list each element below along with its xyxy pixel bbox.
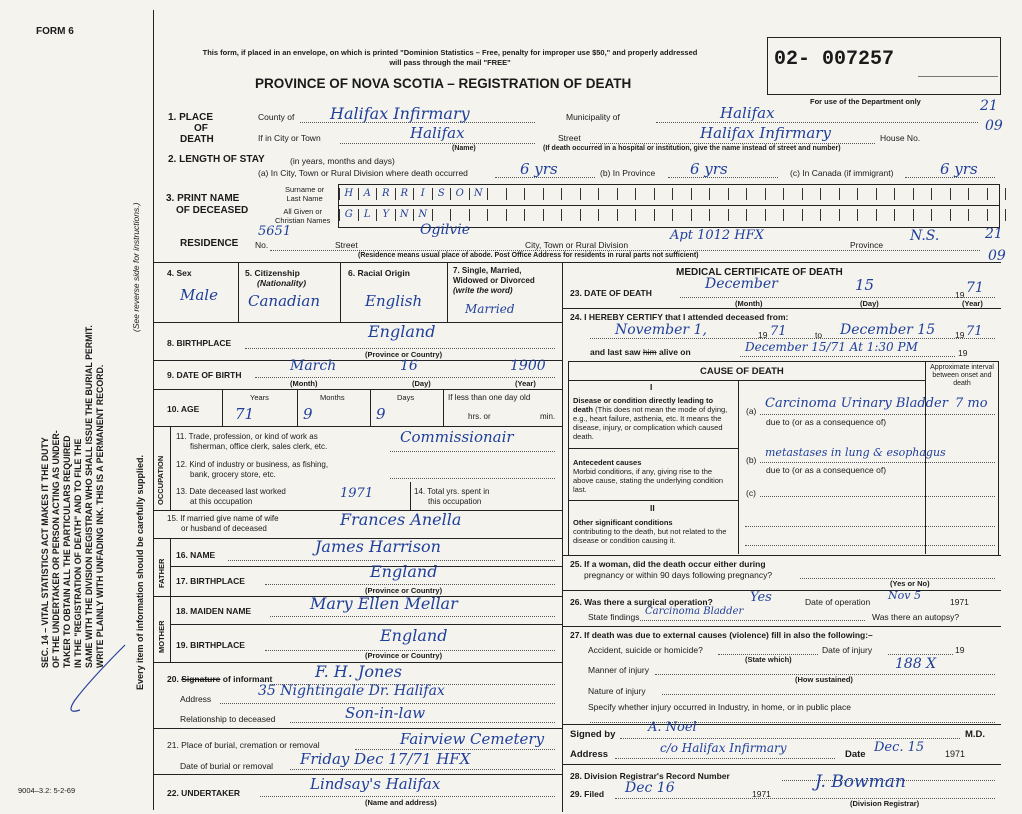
given-letter-box	[913, 209, 932, 221]
dept-code-1: 21	[980, 98, 998, 114]
given-letter-box	[783, 209, 802, 221]
surname-letter-box	[950, 188, 969, 200]
last-seen-value: December 15/71 At 1:30 PM	[745, 340, 918, 354]
attended-from: November 1,	[615, 322, 707, 338]
dept-use-label: For use of the Department only	[810, 97, 921, 106]
side-line-4: IN THE "REGISTRATION OF DEATH" AND TO FILE THE	[73, 438, 83, 668]
given-letter-box	[765, 209, 784, 221]
dept-code-2: 09	[985, 118, 1003, 134]
occupation-value: Commissionair	[400, 428, 514, 446]
given-letter-box	[506, 209, 525, 221]
surname-letter-box	[765, 188, 784, 200]
citizenship-value: Canadian	[248, 292, 321, 310]
given-letter-box	[524, 209, 543, 221]
residence-province: N.S.	[910, 228, 940, 244]
side-reverse-note: (See reverse side for instructions.)	[131, 202, 141, 332]
given-letter-box	[672, 209, 691, 221]
given-letter-box	[1005, 209, 1022, 221]
informant-address-value: 35 Nightingale Dr. Halifax	[258, 683, 445, 699]
given-letter-box	[432, 209, 451, 221]
side-line-3: TAKER TO OBTAIN ALL THE PARTICULARS REQUIRED	[62, 435, 72, 668]
surname-letter-box	[783, 188, 802, 200]
death-year: 71	[966, 280, 984, 296]
surname-letter-box: R	[376, 188, 395, 200]
manner-of-injury-value: 188 X	[895, 656, 937, 672]
surname-letter-box	[894, 188, 913, 200]
surname-letter-box	[506, 188, 525, 200]
undertaker-value: Lindsay's Halifax	[310, 775, 441, 793]
side-supply-note: Every item of information should be carefully supplied.	[135, 454, 145, 690]
surname-letter-box	[524, 188, 543, 200]
residence-street: Ogilvie	[420, 222, 471, 238]
county-value: Halifax Infirmary	[330, 104, 470, 123]
given-letter-box	[469, 209, 488, 221]
birth-year: 1900	[510, 358, 546, 374]
given-letter-box	[950, 209, 969, 221]
father-birthplace-value: England	[370, 562, 438, 581]
surname-letter-box	[987, 188, 1006, 200]
burial-date-value: Friday Dec 17/71 HFX	[300, 750, 471, 768]
last-worked-value: 1971	[340, 486, 374, 501]
dept-code-4: 09	[988, 248, 1006, 264]
surname-letter-box	[561, 188, 580, 200]
surname-grid	[339, 188, 1022, 200]
side-line-6: WRITE PLAINLY WITH UNFADING INK. THIS IS A PERMANENT RECORD.	[95, 364, 105, 668]
given-letter-box	[635, 209, 654, 221]
given-letter-box	[968, 209, 987, 221]
given-letter-box	[746, 209, 765, 221]
surname-letter-box	[654, 188, 673, 200]
burial-place-value: Fairview Cemetery	[400, 730, 545, 748]
surname-letter-box	[672, 188, 691, 200]
surname-letter-box: A	[358, 188, 377, 200]
age-months: 9	[303, 405, 313, 423]
operation-date: Nov 5	[888, 589, 921, 602]
surname-letter-box	[580, 188, 599, 200]
given-letter-box	[987, 209, 1006, 221]
cause-b-value: metastases in lung & esophagus	[765, 446, 946, 459]
surname-letter-box: R	[395, 188, 414, 200]
division-registrar-value: J. Bowman	[815, 772, 906, 792]
city-value: Halifax	[410, 124, 465, 142]
form-left-border	[153, 10, 154, 810]
attended-from-year: 71	[770, 324, 787, 339]
given-letter-box: Y	[376, 209, 395, 221]
surname-letter-box	[617, 188, 636, 200]
footer-code: 9004–3.2: 5-2-69	[18, 786, 76, 795]
given-letter-box	[728, 209, 747, 221]
given-letter-box	[487, 209, 506, 221]
surname-letter-box	[931, 188, 950, 200]
surname-letter-box	[543, 188, 562, 200]
given-letter-box	[894, 209, 913, 221]
surname-letter-box: I	[413, 188, 432, 200]
surname-letter-box: O	[450, 188, 469, 200]
given-letter-box	[561, 209, 580, 221]
age-days: 9	[376, 405, 386, 423]
street-value: Halifax Infirmary	[700, 124, 831, 142]
side-instructions	[40, 325, 106, 668]
physician-date-value: Dec. 15	[874, 740, 925, 755]
birth-month: March	[290, 358, 337, 374]
given-letter-box	[580, 209, 599, 221]
dept-code-3: 21	[985, 226, 1003, 242]
surname-letter-box	[820, 188, 839, 200]
given-letter-box: N	[395, 209, 414, 221]
findings-value: Carcinoma Bladder	[645, 606, 744, 617]
filed-date-value: Dec 16	[625, 780, 675, 796]
attended-to: December 15	[840, 322, 936, 338]
surname-letter-box	[598, 188, 617, 200]
form-number: FORM 6	[36, 26, 74, 37]
spouse-value: Frances Anella	[340, 510, 462, 529]
stay-city-value: 6 yrs	[520, 160, 558, 178]
residence-number: 5651	[258, 224, 292, 239]
side-line-5: SAME WITH THE DIVISION REGISTRAR WHO SHALL ISSUE THE BURIAL PERMIT.	[84, 325, 94, 668]
given-grid	[339, 209, 1022, 221]
informant-value: F. H. Jones	[315, 662, 402, 681]
cause-a-interval: 7 mo	[955, 396, 988, 411]
given-letter-box: L	[358, 209, 377, 221]
registration-number: 02- 007257	[774, 48, 895, 71]
residence-city: Apt 1012 HFX	[670, 228, 764, 243]
attended-to-year: 71	[966, 324, 983, 339]
surname-letter-box: N	[469, 188, 488, 200]
surname-letter-box	[802, 188, 821, 200]
mother-maiden-name-value: Mary Ellen Mellar	[310, 594, 458, 613]
s1-label: 1. PLACE OF DEATH	[168, 112, 214, 145]
signed-by-value: A. Noel	[648, 720, 697, 735]
given-letter-box	[598, 209, 617, 221]
given-letter-box	[820, 209, 839, 221]
father-name-value: James Harrison	[315, 537, 441, 556]
age-years: 71	[235, 405, 255, 423]
surname-letter-box	[487, 188, 506, 200]
relationship-value: Son-in-law	[345, 704, 426, 722]
given-letter-box	[654, 209, 673, 221]
mother-birthplace-value: England	[380, 626, 448, 645]
surname-letter-box	[709, 188, 728, 200]
given-letter-box	[802, 209, 821, 221]
check-mark-scribble	[45, 640, 135, 720]
registration-number-box	[767, 37, 1001, 95]
given-letter-box	[543, 209, 562, 221]
sex-value: Male	[180, 286, 218, 304]
birthplace-value: England	[368, 322, 436, 341]
given-letter-box	[617, 209, 636, 221]
surname-letter-box: H	[339, 188, 358, 200]
racial-origin-value: English	[365, 292, 423, 310]
municipality-value: Halifax	[720, 104, 775, 122]
surname-letter-box	[691, 188, 710, 200]
given-letter-box	[839, 209, 858, 221]
given-letter-box	[691, 209, 710, 221]
postal-notice: This form, if placed in an envelope, on which is printed "Dominion Statistics – Free, penalty for improper use $50," and properly addressed will pass through the mail "FREE"	[202, 48, 698, 67]
surname-letter-box	[635, 188, 654, 200]
side-line-2: OF THE UNDERTAKER OR PERSON ACTING AS UNDER-	[51, 430, 61, 668]
given-letter-box	[857, 209, 876, 221]
given-letter-box	[876, 209, 895, 221]
surname-letter-box	[746, 188, 765, 200]
given-letter-box	[450, 209, 469, 221]
stay-canada-value: 6 yrs	[940, 160, 978, 178]
given-letter-box	[931, 209, 950, 221]
surname-letter-box	[857, 188, 876, 200]
given-letter-box: N	[413, 209, 432, 221]
surname-letter-box	[876, 188, 895, 200]
side-line-1: SEC. 14 – VITAL STATISTICS ACT MAKES IT THE DUTY	[40, 437, 50, 668]
given-letter-box: G	[339, 209, 358, 221]
surname-letter-box	[728, 188, 747, 200]
operation-value: Yes	[750, 590, 772, 605]
form-title: PROVINCE OF NOVA SCOTIA – REGISTRATION OF DEATH	[255, 76, 632, 91]
given-letter-box	[709, 209, 728, 221]
surname-letter-box	[1005, 188, 1022, 200]
stay-province-value: 6 yrs	[690, 160, 728, 178]
surname-letter-box	[968, 188, 987, 200]
surname-letter-box	[839, 188, 858, 200]
birth-day: 16	[400, 358, 418, 374]
death-day: 15	[855, 276, 875, 294]
physician-address-value: c/o Halifax Infirmary	[660, 741, 787, 755]
surname-letter-box: S	[432, 188, 451, 200]
surname-letter-box	[913, 188, 932, 200]
death-month: December	[705, 276, 778, 292]
cause-a-value: Carcinoma Urinary Bladder	[765, 396, 948, 411]
marital-status-value: Married	[465, 302, 515, 316]
